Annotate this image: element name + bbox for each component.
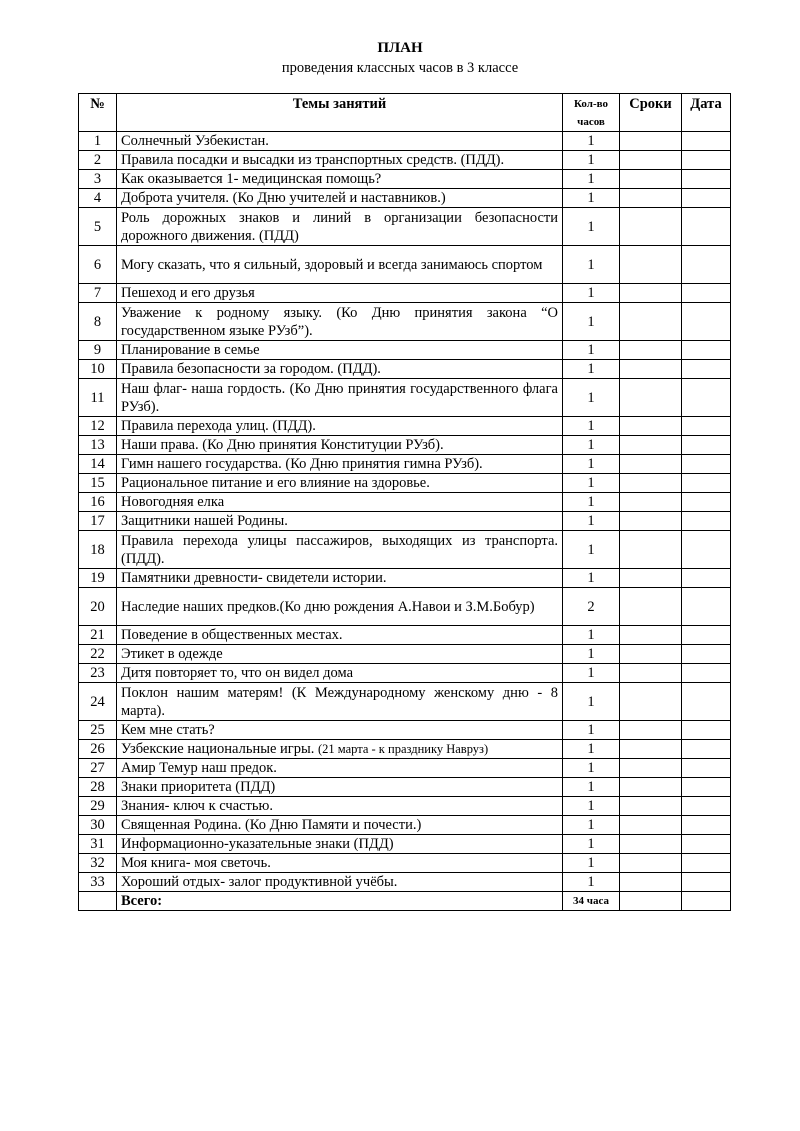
- row-number: 10: [79, 360, 117, 379]
- table-row: [79, 436, 731, 455]
- row-terms-cell: [620, 664, 682, 683]
- table-row: [79, 683, 731, 721]
- row-topic-text: Уважение к родному языку. (Ко Дню принятия закона “О государственном языке РУзб”).: [121, 304, 558, 339]
- row-hours: 1: [563, 740, 620, 759]
- row-number: 25: [79, 721, 117, 740]
- row-topic: [117, 512, 563, 531]
- row-topic-text: Знаки приоритета (ПДД): [121, 779, 276, 795]
- row-topic: [117, 664, 563, 683]
- row-number: 1: [79, 132, 117, 151]
- table-row: [79, 664, 731, 683]
- row-terms-cell: [620, 132, 682, 151]
- row-number: 22: [79, 645, 117, 664]
- row-hours: 1: [563, 721, 620, 740]
- row-hours: 1: [563, 170, 620, 189]
- row-number: 5: [79, 208, 117, 246]
- row-date-cell: [682, 360, 731, 379]
- row-number: 4: [79, 189, 117, 208]
- row-number: 32: [79, 854, 117, 873]
- table-row: [79, 645, 731, 664]
- row-topic-text: Дитя повторяет то, что он видел дома: [121, 665, 354, 681]
- row-topic-text: Правила безопасности за городом. (ПДД).: [121, 361, 381, 377]
- row-date-cell: [682, 664, 731, 683]
- row-number: 2: [79, 151, 117, 170]
- row-date-cell: [682, 816, 731, 835]
- row-topic: [117, 759, 563, 778]
- table-row: [79, 626, 731, 645]
- row-topic: [117, 854, 563, 873]
- row-terms-cell: [620, 873, 682, 892]
- table-row: [79, 189, 731, 208]
- row-topic: [117, 170, 563, 189]
- total-label: Всего:: [117, 892, 563, 911]
- row-terms-cell: [620, 588, 682, 626]
- row-date-cell: [682, 170, 731, 189]
- row-topic: [117, 778, 563, 797]
- row-terms-cell: [620, 208, 682, 246]
- row-hours: 1: [563, 284, 620, 303]
- row-terms-cell: [620, 493, 682, 512]
- row-hours: 1: [563, 189, 620, 208]
- row-date-cell: [682, 531, 731, 569]
- row-hours: 1: [563, 455, 620, 474]
- table-row: [79, 835, 731, 854]
- table-row: [79, 417, 731, 436]
- row-number: 33: [79, 873, 117, 892]
- row-hours: 1: [563, 645, 620, 664]
- row-topic: [117, 626, 563, 645]
- row-topic-text: Защитники нашей Родины.: [121, 513, 288, 529]
- row-number: 13: [79, 436, 117, 455]
- table-row: [79, 151, 731, 170]
- row-date-cell: [682, 626, 731, 645]
- row-date-cell: [682, 436, 731, 455]
- row-topic-text: Роль дорожных знаков и линий в организации безопасности дорожного движения. (ПДД): [121, 209, 558, 244]
- row-date-cell: [682, 303, 731, 341]
- table-row: [79, 569, 731, 588]
- row-terms-cell: [620, 284, 682, 303]
- row-terms-cell: [620, 170, 682, 189]
- row-number: 7: [79, 284, 117, 303]
- row-date-cell: [682, 759, 731, 778]
- row-number: 3: [79, 170, 117, 189]
- row-topic: [117, 303, 563, 341]
- row-number: 12: [79, 417, 117, 436]
- row-date-cell: [682, 778, 731, 797]
- document-title: ПЛАН: [377, 40, 423, 56]
- table-row: [79, 455, 731, 474]
- row-topic: [117, 151, 563, 170]
- row-number: 6: [79, 246, 117, 284]
- table-row: [79, 493, 731, 512]
- row-topic-text: Гимн нашего государства. (Ко Дню принятия гимна РУзб).: [121, 456, 483, 472]
- column-header-topic: Темы занятий: [117, 94, 563, 132]
- row-topic: [117, 436, 563, 455]
- row-topic-text: Поведение в общественных местах.: [121, 627, 343, 643]
- row-date-cell: [682, 797, 731, 816]
- row-hours: 1: [563, 132, 620, 151]
- table-total-row: [79, 892, 731, 911]
- row-hours: 1: [563, 569, 620, 588]
- row-topic: [117, 873, 563, 892]
- row-date-cell: [682, 246, 731, 284]
- row-topic: [117, 683, 563, 721]
- column-header-terms: Сроки: [620, 94, 682, 132]
- table-row: [79, 246, 731, 284]
- table-row: [79, 873, 731, 892]
- row-topic-text: Наследие наших предков.(Ко дню рождения А.Навои и З.М.Бобур): [121, 598, 535, 615]
- row-date-cell: [682, 588, 731, 626]
- row-date-cell: [682, 512, 731, 531]
- row-topic: [117, 417, 563, 436]
- row-number: 16: [79, 493, 117, 512]
- total-num-cell: [79, 892, 117, 911]
- row-number: 21: [79, 626, 117, 645]
- row-topic: [117, 474, 563, 493]
- row-date-cell: [682, 721, 731, 740]
- row-date-cell: [682, 854, 731, 873]
- row-hours: 1: [563, 664, 620, 683]
- row-terms-cell: [620, 189, 682, 208]
- row-number: 20: [79, 588, 117, 626]
- row-topic-text: Священная Родина. (Ко Дню Памяти и почести.): [121, 817, 422, 833]
- table-row: [79, 379, 731, 417]
- row-hours: 1: [563, 778, 620, 797]
- row-terms-cell: [620, 246, 682, 284]
- table-row: [79, 759, 731, 778]
- row-topic-text: Памятники древности- свидетели истории.: [121, 570, 387, 586]
- row-terms-cell: [620, 778, 682, 797]
- row-topic: [117, 797, 563, 816]
- row-topic: [117, 246, 563, 284]
- row-date-cell: [682, 417, 731, 436]
- row-topic-text: Наш флаг- наша гордость. (Ко Дню принятия государственного флага РУзб).: [121, 380, 558, 415]
- row-topic-text: Моя книга- моя светочь.: [121, 855, 271, 871]
- table-row: [79, 284, 731, 303]
- row-terms-cell: [620, 740, 682, 759]
- total-terms-cell: [620, 892, 682, 911]
- column-header-hours: Кол-во часов: [563, 94, 620, 132]
- row-date-cell: [682, 132, 731, 151]
- row-topic-text: Могу сказать, что я сильный, здоровый и всегда занимаюсь спортом: [121, 256, 543, 273]
- row-topic-text: Амир Темур наш предок.: [121, 760, 277, 776]
- row-terms-cell: [620, 360, 682, 379]
- row-hours: 1: [563, 873, 620, 892]
- row-topic: [117, 341, 563, 360]
- table-row: [79, 341, 731, 360]
- row-date-cell: [682, 645, 731, 664]
- row-terms-cell: [620, 474, 682, 493]
- row-hours: 1: [563, 303, 620, 341]
- row-topic: [117, 588, 563, 626]
- row-topic-text: Правила посадки и высадки из транспортных средств. (ПДД).: [121, 152, 505, 168]
- row-terms-cell: [620, 626, 682, 645]
- row-topic: [117, 132, 563, 151]
- column-header-date: Дата: [682, 94, 731, 132]
- table-row: [79, 797, 731, 816]
- row-date-cell: [682, 873, 731, 892]
- row-topic: [117, 835, 563, 854]
- row-terms-cell: [620, 683, 682, 721]
- row-topic: [117, 493, 563, 512]
- row-number: 29: [79, 797, 117, 816]
- row-hours: 1: [563, 512, 620, 531]
- row-topic-note: (21 марта - к празднику Навруз): [317, 742, 489, 756]
- table-header-row: [79, 94, 731, 132]
- row-terms-cell: [620, 816, 682, 835]
- lesson-plan-table: [78, 93, 731, 911]
- row-hours: 1: [563, 246, 620, 284]
- table-row: [79, 170, 731, 189]
- row-hours: 1: [563, 436, 620, 455]
- row-terms-cell: [620, 759, 682, 778]
- row-topic-text: Пешеход и его друзья: [121, 285, 255, 301]
- row-topic-text: Правила перехода улицы пассажиров, выходящих из транспорта. (ПДД).: [121, 532, 558, 567]
- row-terms-cell: [620, 436, 682, 455]
- table-row: [79, 778, 731, 797]
- row-hours: 1: [563, 759, 620, 778]
- row-topic: [117, 740, 563, 759]
- row-topic-text: Кем мне стать?: [121, 722, 215, 738]
- row-hours: 1: [563, 531, 620, 569]
- row-date-cell: [682, 740, 731, 759]
- row-topic-text: Как оказывается 1- медицинская помощь?: [121, 171, 382, 187]
- row-topic: [117, 531, 563, 569]
- row-topic: [117, 455, 563, 474]
- column-header-num: №: [79, 94, 117, 132]
- row-hours: 1: [563, 683, 620, 721]
- row-hours: 2: [563, 588, 620, 626]
- row-number: 23: [79, 664, 117, 683]
- row-date-cell: [682, 683, 731, 721]
- row-hours: 1: [563, 360, 620, 379]
- table-row: [79, 512, 731, 531]
- row-number: 19: [79, 569, 117, 588]
- row-topic-text: Этикет в одежде: [121, 646, 223, 662]
- table-row: [79, 474, 731, 493]
- row-topic-text: Солнечный Узбекистан.: [121, 133, 269, 149]
- row-hours: 1: [563, 474, 620, 493]
- row-number: 31: [79, 835, 117, 854]
- row-number: 28: [79, 778, 117, 797]
- row-hours: 1: [563, 341, 620, 360]
- row-terms-cell: [620, 797, 682, 816]
- row-hours: 1: [563, 797, 620, 816]
- row-number: 26: [79, 740, 117, 759]
- row-topic: [117, 189, 563, 208]
- table-row: [79, 531, 731, 569]
- row-topic-text: Наши права. (Ко Дню принятия Конституции РУзб).: [121, 437, 444, 453]
- row-hours: 1: [563, 816, 620, 835]
- row-terms-cell: [620, 303, 682, 341]
- row-terms-cell: [620, 531, 682, 569]
- document-header: [0, 38, 800, 77]
- row-terms-cell: [620, 151, 682, 170]
- row-hours: 1: [563, 417, 620, 436]
- row-number: 11: [79, 379, 117, 417]
- row-topic-text: Доброта учителя. (Ко Дню учителей и наставников.): [121, 190, 446, 206]
- row-topic-text: Правила перехода улиц. (ПДД).: [121, 418, 316, 434]
- row-terms-cell: [620, 379, 682, 417]
- table-row: [79, 588, 731, 626]
- table-row: [79, 816, 731, 835]
- row-topic: [117, 208, 563, 246]
- row-topic-text: Узбекские национальные игры.: [121, 741, 315, 757]
- row-terms-cell: [620, 512, 682, 531]
- row-date-cell: [682, 474, 731, 493]
- table-row: [79, 360, 731, 379]
- row-topic: [117, 379, 563, 417]
- row-number: 17: [79, 512, 117, 531]
- total-hours: 34 часа: [563, 892, 620, 911]
- table-row: [79, 740, 731, 759]
- row-hours: 1: [563, 493, 620, 512]
- row-topic-text: Новогодняя елка: [121, 494, 225, 510]
- table-body: [79, 132, 731, 892]
- table-row: [79, 721, 731, 740]
- row-topic-text: Информационно-указательные знаки (ПДД): [121, 836, 394, 852]
- table-row: [79, 303, 731, 341]
- row-number: 30: [79, 816, 117, 835]
- row-topic-text: Знания- ключ к счастью.: [121, 798, 273, 814]
- row-topic: [117, 360, 563, 379]
- row-date-cell: [682, 493, 731, 512]
- row-number: 27: [79, 759, 117, 778]
- row-terms-cell: [620, 569, 682, 588]
- row-topic-text: Хороший отдых- залог продуктивной учёбы.: [121, 874, 398, 890]
- row-date-cell: [682, 379, 731, 417]
- row-date-cell: [682, 208, 731, 246]
- row-topic-text: Поклон нашим матерям! (К Международному женскому дню - 8 марта).: [121, 684, 558, 719]
- row-topic: [117, 284, 563, 303]
- row-date-cell: [682, 341, 731, 360]
- row-date-cell: [682, 835, 731, 854]
- document-subtitle: проведения классных часов в 3 классе: [281, 60, 519, 76]
- table-row: [79, 854, 731, 873]
- row-terms-cell: [620, 455, 682, 474]
- row-number: 24: [79, 683, 117, 721]
- row-topic: [117, 721, 563, 740]
- row-topic: [117, 816, 563, 835]
- table-row: [79, 132, 731, 151]
- row-topic-text: Планирование в семье: [121, 342, 260, 358]
- row-date-cell: [682, 151, 731, 170]
- row-topic-text: Рациональное питание и его влияние на здоровье.: [121, 475, 430, 491]
- row-number: 15: [79, 474, 117, 493]
- row-hours: 1: [563, 835, 620, 854]
- row-date-cell: [682, 284, 731, 303]
- row-number: 18: [79, 531, 117, 569]
- row-number: 14: [79, 455, 117, 474]
- row-terms-cell: [620, 417, 682, 436]
- row-topic: [117, 645, 563, 664]
- row-date-cell: [682, 189, 731, 208]
- row-number: 8: [79, 303, 117, 341]
- row-hours: 1: [563, 854, 620, 873]
- row-date-cell: [682, 455, 731, 474]
- row-terms-cell: [620, 854, 682, 873]
- row-hours: 1: [563, 626, 620, 645]
- row-terms-cell: [620, 835, 682, 854]
- row-terms-cell: [620, 645, 682, 664]
- row-hours: 1: [563, 208, 620, 246]
- row-terms-cell: [620, 721, 682, 740]
- row-terms-cell: [620, 341, 682, 360]
- row-topic: [117, 569, 563, 588]
- row-number: 9: [79, 341, 117, 360]
- table-row: [79, 208, 731, 246]
- row-hours: 1: [563, 379, 620, 417]
- row-hours: 1: [563, 151, 620, 170]
- total-date-cell: [682, 892, 731, 911]
- row-date-cell: [682, 569, 731, 588]
